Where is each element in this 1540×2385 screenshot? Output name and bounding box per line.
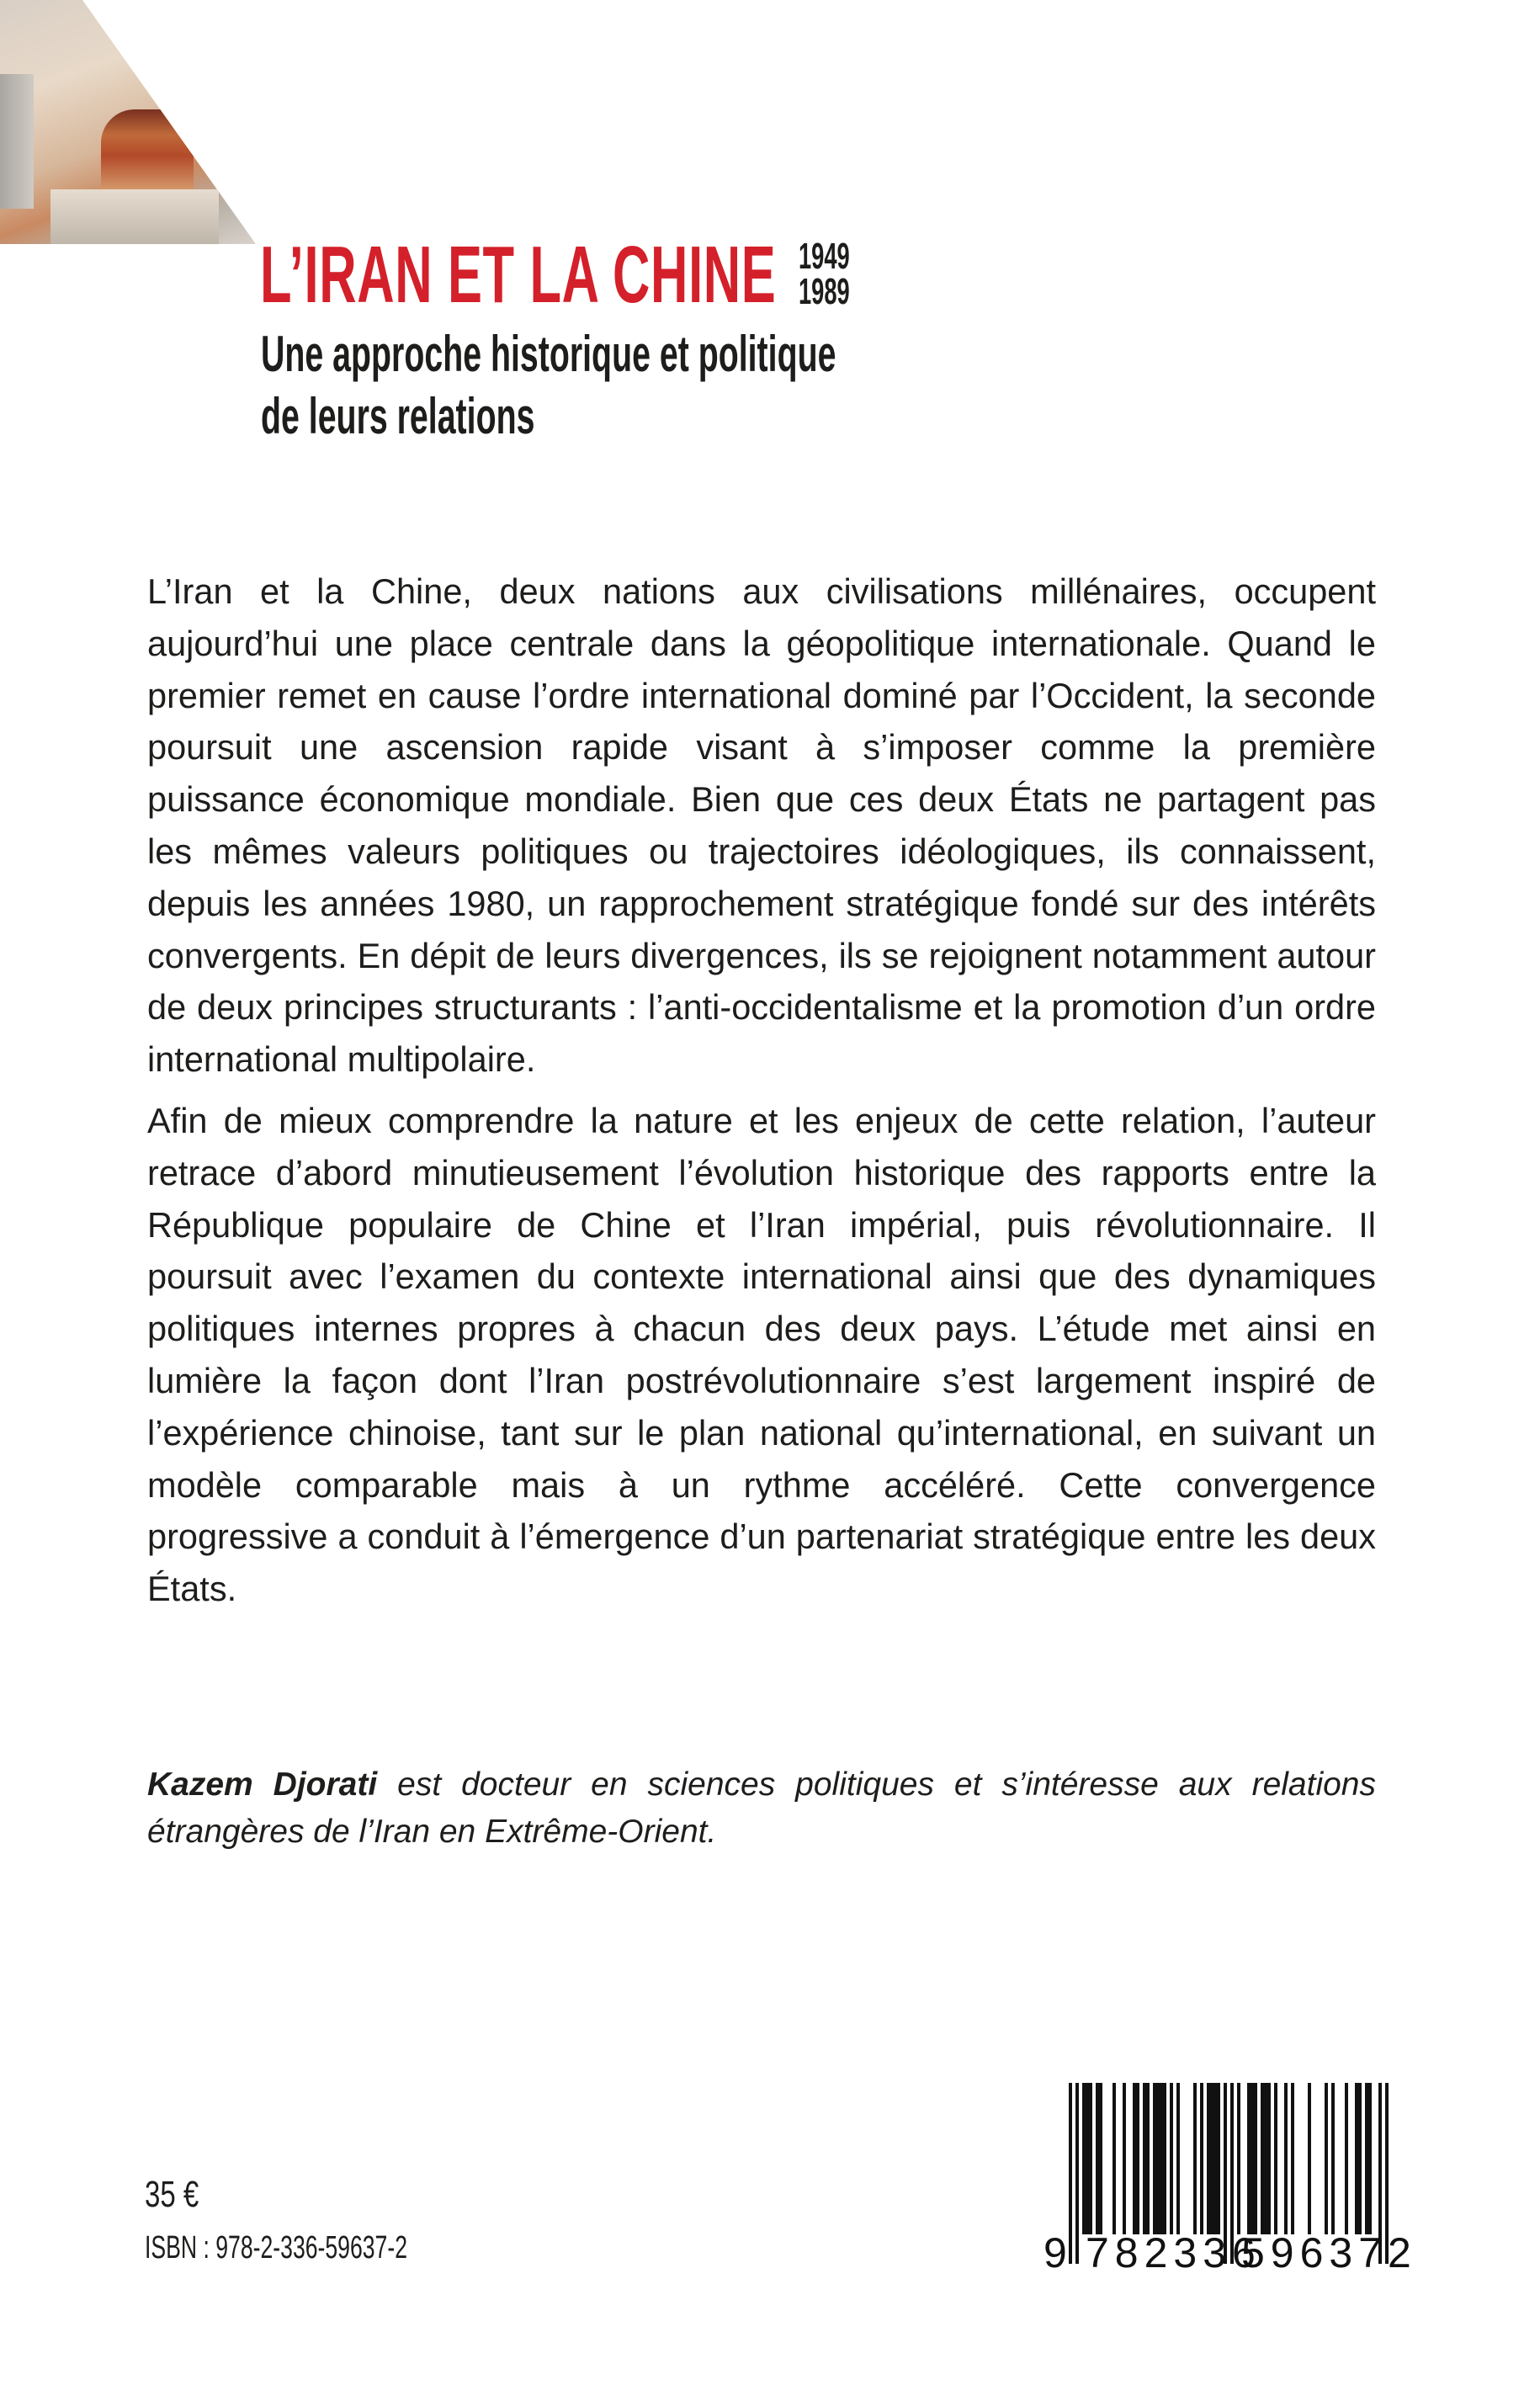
blurb <box>147 566 1376 1624</box>
barcode-bar <box>1146 2083 1150 2234</box>
blurb-paragraph: Afin de mieux comprendre la nature et les enjeux de cette relation, l’auteur retrace d’abord minutieusement l’évolution historique des rapports entre la République populaire de Chine et l’Iran impérial, puis révolutionnaire. Il poursuit avec l’examen du contexte international ainsi que des dynamiques politiques internes propres à chacun des deux pays. L’étude met ainsi en lumière la façon dont l’Iran postrévolutionnaire s’est largement inspiré de l’expérience chinoise, tant sur le plan national qu’international, en suivant un modèle comparable mais à un rythme accéléré. Cette convergence progressive a conduit à l’émergence d’un partenariat stratégique entre les deux États. <box>147 1100 1376 1609</box>
barcode <box>1043 2079 1417 2276</box>
barcode-left-digits: 782336 <box>1086 2229 1261 2276</box>
barcode-bar <box>1261 2083 1264 2234</box>
barcode-bar <box>1133 2083 1136 2234</box>
barcode-bar <box>1213 2083 1217 2234</box>
barcode-bar <box>1082 2083 1086 2234</box>
barcode-bar <box>1251 2083 1254 2234</box>
barcode-bar <box>1267 2083 1271 2234</box>
barcode-bar <box>1365 2083 1368 2234</box>
book-subtitle <box>261 323 836 448</box>
barcode-bar <box>1247 2083 1251 2234</box>
terrace-image <box>50 189 219 244</box>
barcode-bar <box>1345 2083 1348 2234</box>
barcode-bar <box>1113 2083 1116 2234</box>
author-name: Kazem Djorati <box>147 1766 378 1803</box>
barcode-bar <box>1143 2083 1146 2234</box>
barcode-bar <box>1325 2083 1328 2234</box>
barcode-bar <box>1136 2083 1139 2234</box>
barcode-bar <box>1358 2083 1362 2234</box>
barcode-bar <box>1217 2083 1220 2234</box>
azadi-tower-image <box>0 74 34 209</box>
author-bio <box>147 1761 1376 1856</box>
blurb-paragraph: L’Iran et la Chine, deux nations aux civilisations millénaires, occupent aujourd’hui une place centrale dans la géopolitique internationale. Quand le premier remet en cause l’ordre international dominé par l’Occident, la seconde poursuit une ascension rapide visant à s’imposer comme la première puissance économique mondiale. Bien que ces deux États ne partagent pas les mêmes valeurs politiques ou trajectoires idéologiques, ils connaissent, depuis les années 1980, un rapprochement stratégique fondé sur des intérêts convergents. En dépit de leurs divergences, ils se rejoignent notamment autour de deux principes structurants : l’anti-occidentalisme et la promotion d’un ordre international multipolaire. <box>147 571 1376 1080</box>
barcode-bar <box>1284 2083 1288 2234</box>
subtitle-line: Une approche historique et politique <box>261 326 836 382</box>
barcode-bar <box>1207 2083 1210 2234</box>
year-start: 1949 <box>799 236 850 277</box>
barcode-bar <box>1089 2083 1092 2234</box>
barcode-bar <box>1308 2083 1311 2234</box>
year-end: 1989 <box>799 271 850 312</box>
barcode-bar <box>1099 2083 1102 2234</box>
subtitle-line: de leurs relations <box>261 388 535 444</box>
years <box>799 236 850 312</box>
barcode-bar <box>1123 2083 1126 2234</box>
barcode-bar <box>1274 2083 1277 2234</box>
book-title: L’IRAN ET LA CHINE <box>260 230 777 320</box>
barcode-bar <box>1153 2083 1156 2234</box>
barcode-bar <box>1193 2083 1197 2234</box>
barcode-bar <box>1264 2083 1267 2234</box>
barcode-right-digits: 596372 <box>1241 2229 1417 2276</box>
barcode-bar <box>1254 2083 1257 2234</box>
barcode-bar <box>1096 2083 1099 2234</box>
barcode-bar <box>1086 2083 1089 2234</box>
barcode-bar <box>1200 2083 1203 2234</box>
barcode-bar <box>1368 2083 1372 2234</box>
isbn: ISBN : 978-2-336-59637-2 <box>145 2230 408 2265</box>
barcode-bar <box>1291 2083 1294 2234</box>
barcode-bar <box>1163 2083 1166 2234</box>
barcode-bar <box>1170 2083 1173 2234</box>
barcode-bar <box>1075 2083 1079 2264</box>
barcode-bar <box>1355 2083 1358 2234</box>
cover-photo <box>0 0 256 244</box>
barcode-bar <box>1156 2083 1160 2234</box>
barcode-bar <box>1176 2083 1180 2234</box>
barcode-first-digit: 9 <box>1043 2229 1073 2276</box>
barcode-bar <box>1160 2083 1163 2234</box>
barcode-bar <box>1331 2083 1335 2234</box>
barcode-bar <box>1237 2083 1240 2234</box>
price: 35 € <box>145 2174 199 2215</box>
bio-text: est docteur en sciences politiques et s’intéresse aux relations étrangères de l’Iran en Extrême-Orient. <box>147 1766 1376 1850</box>
barcode-bar <box>1210 2083 1213 2234</box>
temple-image <box>101 109 194 194</box>
